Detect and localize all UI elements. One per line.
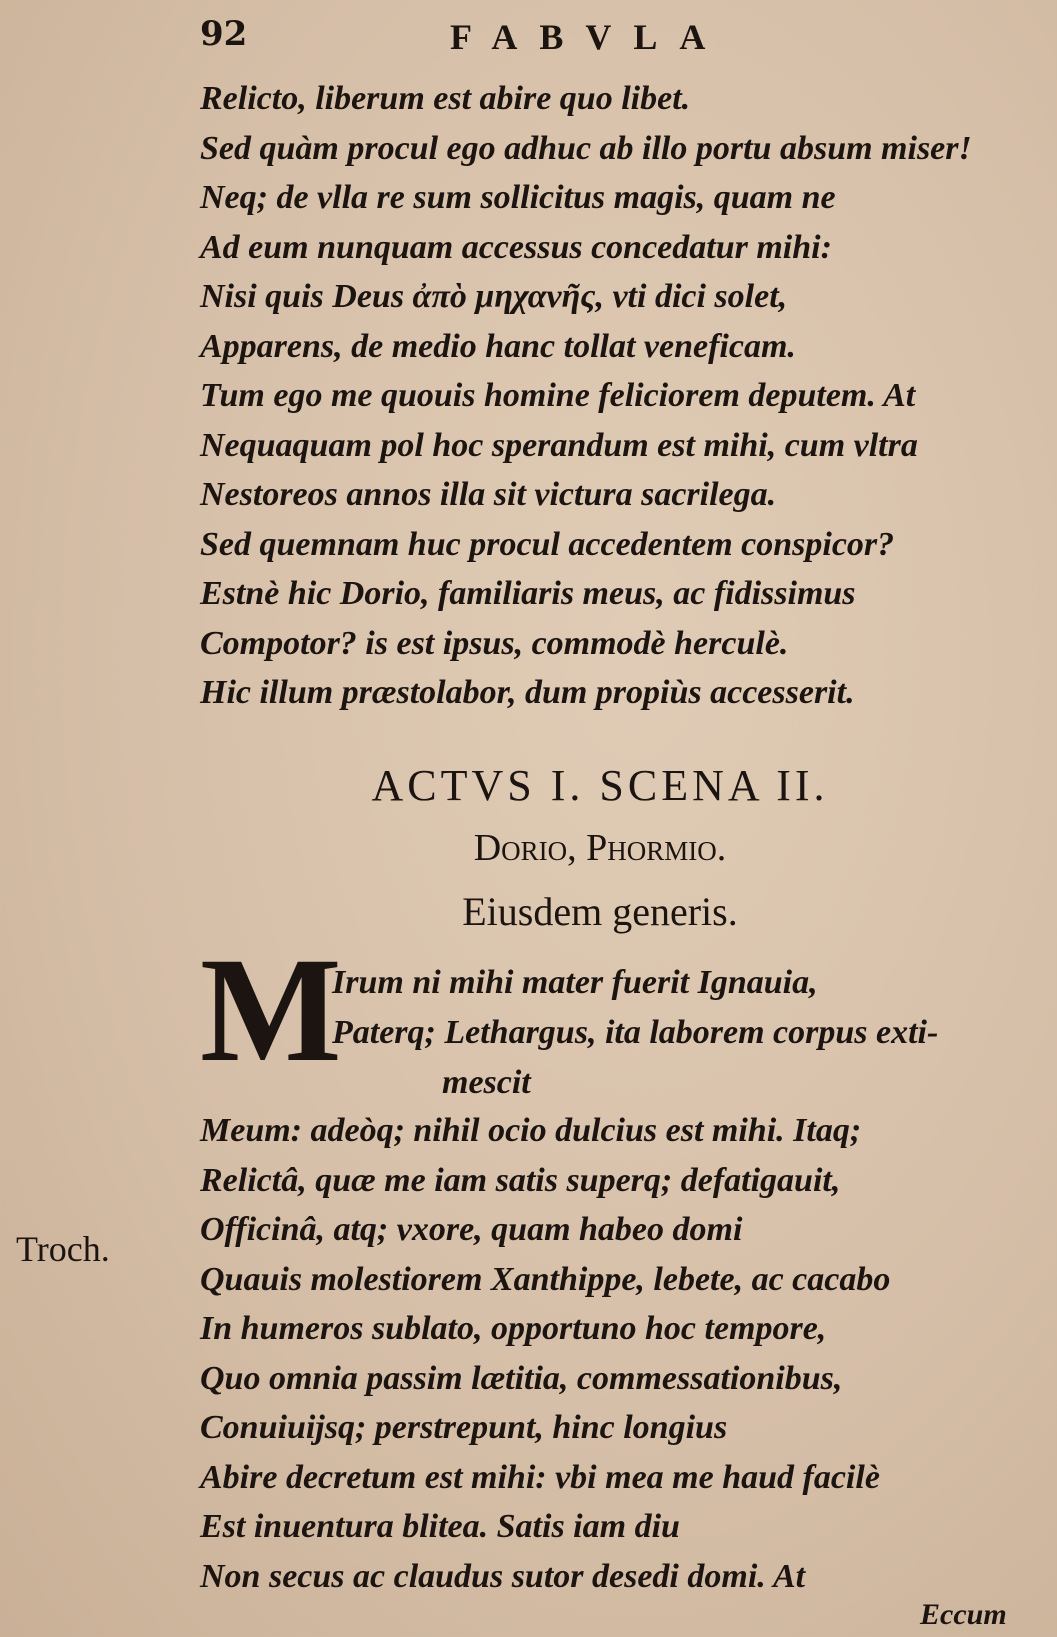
verse-line: Conuiuijsq; perstrepunt, hinc longius [200, 1409, 728, 1446]
scene-heading: ACTVS I. SCENA II. [371, 761, 829, 810]
verse-block-top [200, 74, 972, 718]
verse-line: Nestoreos annos illa sit victura sacrilega. [200, 476, 777, 513]
verse-line: Estnè hic Dorio, familiaris meus, ac fidissimus [200, 575, 856, 612]
page-header [200, 14, 1020, 64]
page-number: 92 [200, 14, 248, 54]
verse-line: Sed quemnam huc procul accedentem conspicor? [200, 525, 895, 563]
verse-line: Quo omnia passim lætitia, commessationibus, [200, 1359, 843, 1397]
verse-line: Sed quàm procul ego adhuc ab illo portu absum miser! [200, 129, 972, 167]
character-list: Dorio, Phormio. [473, 827, 727, 869]
running-title: FABVLA [450, 17, 728, 57]
verse-line: Apparens, de medio hanc tollat veneficam. [200, 327, 796, 365]
verse-line: Quauis molestiorem Xanthippe, lebete, ac cacabo [200, 1260, 891, 1298]
verse-block-opening [332, 958, 938, 1108]
verse-line: Compotor? is est ipsus, commodè herculè. [200, 624, 789, 662]
verse-line: Nequaquam pol hoc sperandum est mihi, cum vltra [200, 426, 918, 464]
verse-line: Abire decretum est mihi: vbi mea me haud facilè [200, 1458, 880, 1496]
verse-line: Neq; de vlla re sum sollicitus magis, quam ne [200, 179, 836, 216]
verse-line: In humeros sublato, opportuno hoc tempore, [200, 1310, 827, 1347]
verse-line: Paterq; Lethargus, ita laborem corpus exti- [332, 1014, 939, 1051]
verse-line: Officinâ, atq; vxore, quam habeo domi [200, 1211, 743, 1248]
verse-line: Ad eum nunquam accessus concedatur mihi: [200, 228, 832, 266]
margin-note: Troch. [16, 1229, 110, 1269]
verse-block-bottom [200, 1106, 890, 1601]
verse-line: mescit [442, 1064, 531, 1101]
verse-line: Non secus ac claudus sutor desedi domi. At [200, 1557, 806, 1595]
verse-line: Nisi quis Deus ἀπὸ μηχανῆς, vti dici solet, [200, 278, 788, 315]
drop-cap: M [200, 927, 342, 1093]
catchword: Eccum [920, 1598, 1007, 1631]
verse-line: Relicto, liberum est abire quo libet. [200, 80, 691, 117]
verse-line: Est inuentura blitea. Satis iam diu [200, 1508, 680, 1545]
meter-note: Eiusdem generis. [462, 889, 738, 934]
verse-line: Meum: adeòq; nihil ocio dulcius est mihi. Itaq; [200, 1112, 862, 1149]
verse-line: Irum ni mihi mater fuerit Ignauia, [332, 964, 818, 1001]
verse-line: Tum ego me quouis homine feliciorem deputem. At [200, 377, 916, 414]
verse-line: Relictâ, quæ me iam satis superq; defatigauit, [200, 1161, 841, 1199]
verse-line: Hic illum præstolabor, dum propiùs accesserit. [200, 674, 855, 711]
